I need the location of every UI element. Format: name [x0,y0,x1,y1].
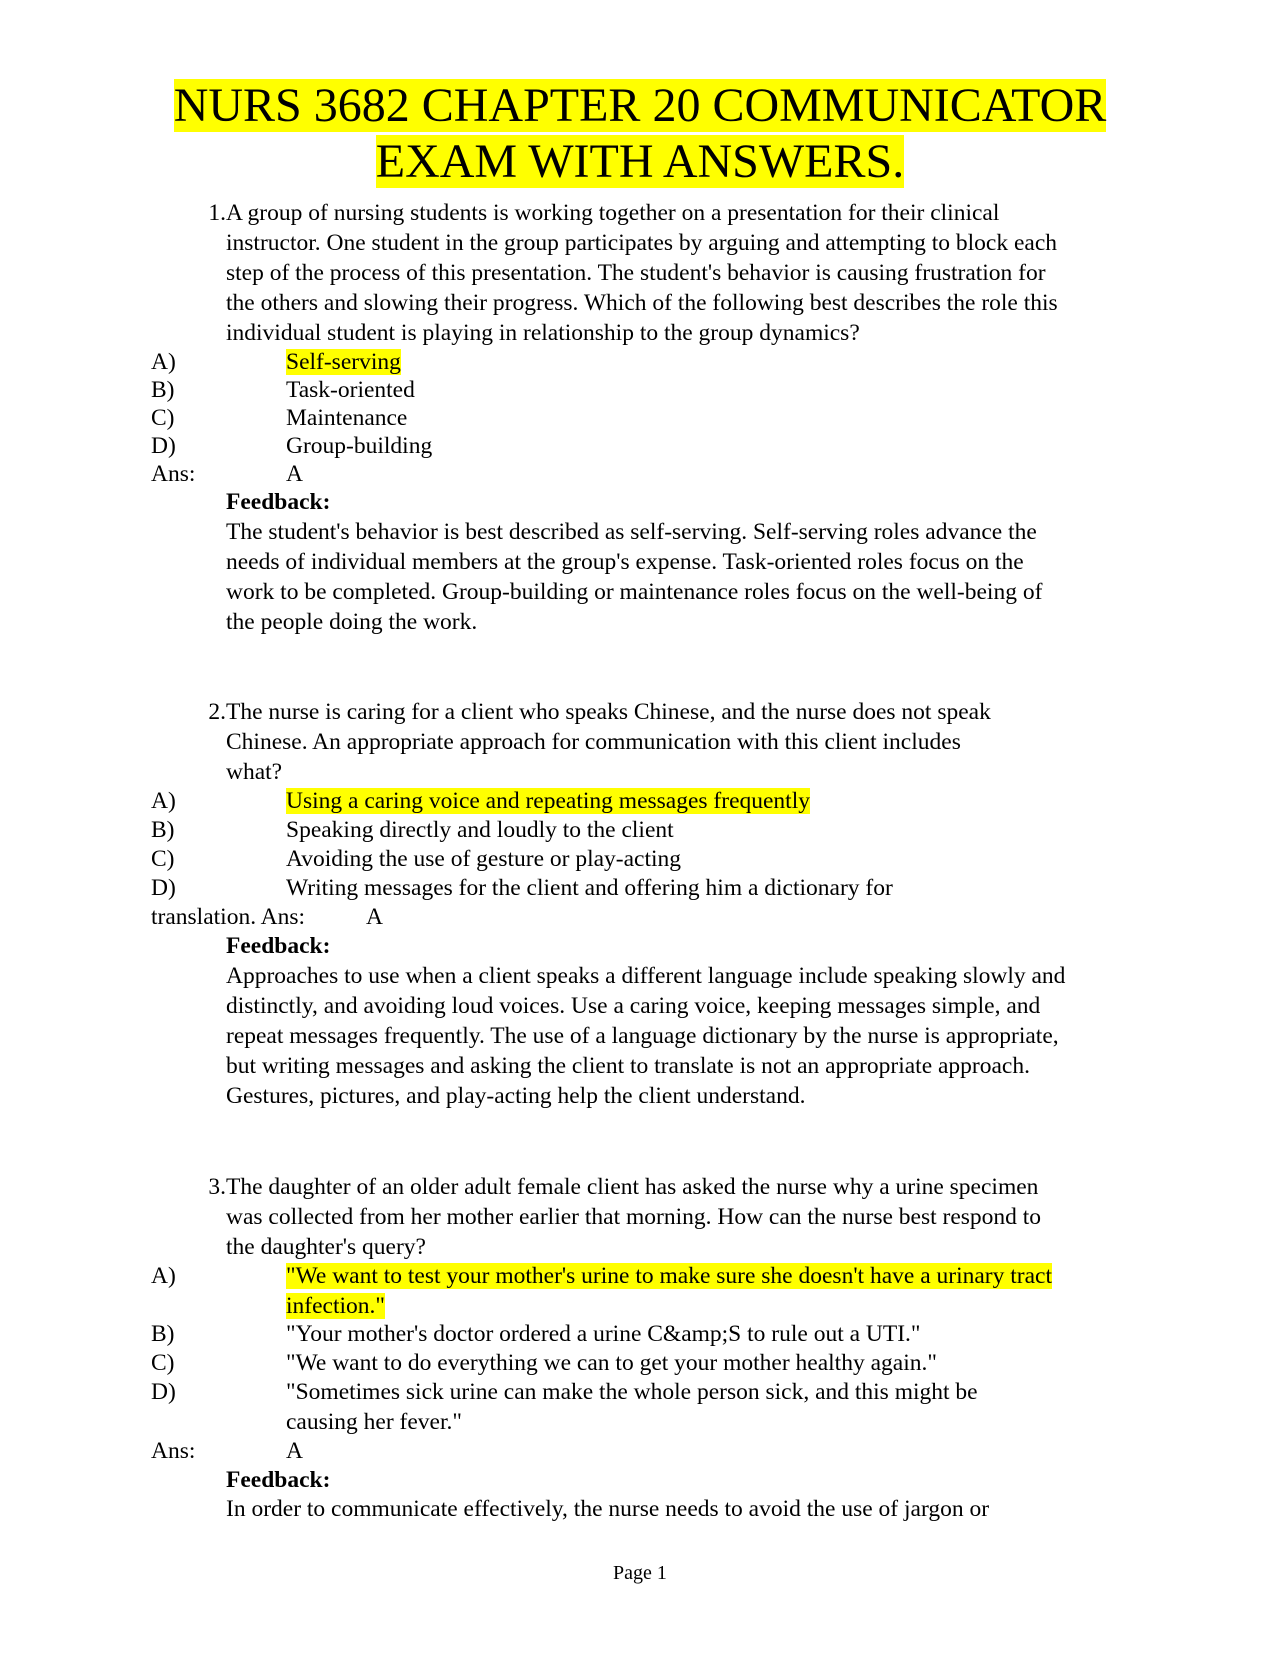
feedback-line: distinctly, and avoiding loud voices. Use a caring voice, keeping messages simple, and [226,993,1041,1019]
option-label: A) [151,788,176,814]
question-stem-line: The daughter of an older adult female client has asked the nurse why a urine specimen [226,1174,1039,1200]
option-b: "Your mother's doctor ordered a urine C&amp;S to rule out a UTI." [286,1321,921,1347]
question-stem-line: A group of nursing students is working together on a presentation for their clinical [226,200,1000,226]
feedback-heading: Feedback: [226,933,331,959]
question-stem-line: what? [226,759,283,785]
option-label: D) [151,1379,176,1405]
option-b: Speaking directly and loudly to the client [286,817,674,843]
option-label: B) [151,377,175,403]
option-d: Writing messages for the client and offering him a dictionary for [286,875,893,901]
question-stem-line: was collected from her mother earlier that morning. How can the nurse best respond to [226,1204,1042,1230]
question-stem-line: the others and slowing their progress. Which of the following best describes the role this [226,290,1058,316]
feedback-line: work to be completed. Group-building or maintenance roles focus on the well-being of [226,579,1043,605]
option-label: B) [151,1321,175,1347]
option-a-correct: "We want to test your mother's urine to make sure she doesn't have a urinary tract [286,1263,1052,1289]
feedback-line: needs of individual members at the group's expense. Task-oriented roles focus on the [226,549,1024,575]
option-label: D) [151,875,176,901]
feedback-line: Approaches to use when a client speaks a different language include speaking slowly and [226,963,1066,989]
option-label: D) [151,433,176,459]
option-a-correct: Using a caring voice and repeating messages frequently [286,788,810,814]
option-label: C) [151,846,175,872]
answer-value: A [286,1438,303,1464]
feedback-line: Gestures, pictures, and play-acting help the client understand. [226,1083,806,1109]
option-a-correct-continued: infection." [286,1293,385,1319]
document-title-line-2: EXAM WITH ANSWERS. [375,135,905,188]
option-b: Task-oriented [286,377,415,403]
question-stem-line: the daughter's query? [226,1234,426,1260]
question-stem-line: Chinese. An appropriate approach for communication with this client includes [226,729,961,755]
option-d-continued: causing her fever." [286,1409,462,1435]
question-stem-line: The nurse is caring for a client who speaks Chinese, and the nurse does not speak [226,699,991,725]
feedback-line: but writing messages and asking the client to translate is not an appropriate approach. [226,1053,1030,1079]
question-stem-line: instructor. One student in the group participates by arguing and attempting to block each [226,230,1058,256]
question-number: 2. [208,699,226,725]
document-title-line-1: NURS 3682 CHAPTER 20 COMMUNICATOR [173,79,1107,132]
answer-value: A [366,904,383,930]
feedback-line: In order to communicate effectively, the nurse needs to avoid the use of jargon or [226,1496,990,1522]
question-number: 3. [208,1174,226,1200]
option-label: C) [151,1350,175,1376]
option-a-correct: Self-serving [286,349,401,375]
feedback-heading: Feedback: [226,1467,331,1493]
feedback-line: the people doing the work. [226,609,478,635]
option-c: Avoiding the use of gesture or play-acting [286,846,682,872]
option-d-continuation: translation. Ans: [151,904,306,930]
option-label: B) [151,817,175,843]
answer-value: A [286,461,303,487]
option-label: A) [151,349,176,375]
option-label: C) [151,405,175,431]
answer-label: Ans: [151,461,196,487]
question-stem-line: individual student is playing in relationship to the group dynamics? [226,320,860,346]
option-c: Maintenance [286,405,408,431]
question-stem-line: step of the process of this presentation. The student's behavior is causing frustration for [226,260,1046,286]
option-label: A) [151,1263,176,1289]
option-d: Group-building [286,433,433,459]
option-c: "We want to do everything we can to get your mother healthy again." [286,1350,937,1376]
feedback-line: repeat messages frequently. The use of a language dictionary by the nurse is appropriate, [226,1023,1059,1049]
option-d: "Sometimes sick urine can make the whole person sick, and this might be [286,1379,978,1405]
page-number: Page 1 [613,1562,667,1584]
feedback-heading: Feedback: [226,489,331,515]
question-number: 1. [208,200,226,226]
feedback-line: The student's behavior is best described as self-serving. Self-serving roles advance the [226,519,1037,545]
answer-label: Ans: [151,1438,196,1464]
